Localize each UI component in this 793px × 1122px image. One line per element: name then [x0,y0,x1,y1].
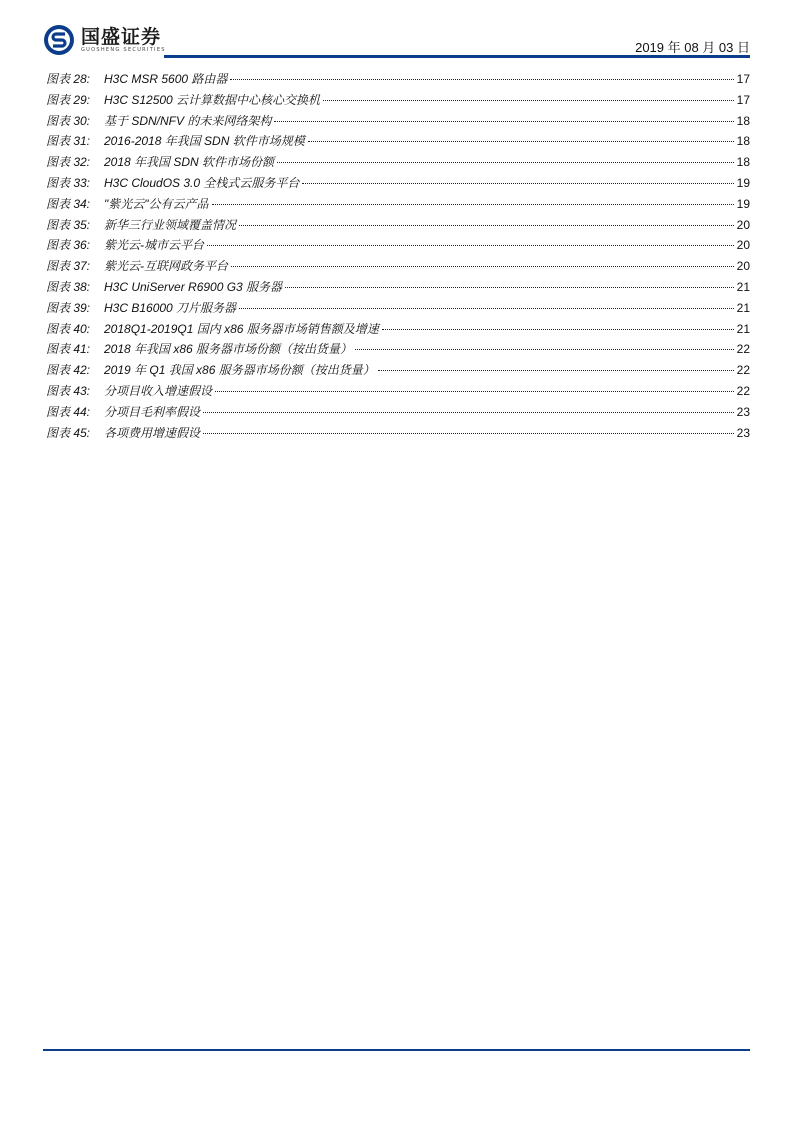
figure-title[interactable]: 分项目毛利率假设 [104,404,201,419]
figure-title[interactable]: 2016-2018 年我国 SDN 软件市场规模 [104,134,305,149]
leader-dots [378,370,734,371]
toc-entry[interactable] [46,340,750,361]
leader-dots [212,204,734,205]
leader-dots [230,79,733,80]
toc-entry[interactable] [46,112,750,133]
figure-title[interactable]: H3C CloudOS 3.0 全栈式云服务平台 [104,175,300,190]
guosheng-logo-icon [43,24,75,56]
figure-title[interactable]: H3C UniServer R6900 G3 服务器 [104,279,283,294]
page-number[interactable]: 21 [736,300,750,315]
footer-divider [43,1049,750,1051]
toc-entry[interactable] [46,216,750,237]
leader-dots [285,287,734,288]
page-number[interactable]: 18 [736,113,750,128]
page-number[interactable]: 17 [736,92,750,107]
leader-dots [215,391,734,392]
figure-title[interactable]: 2018 年我国 SDN 软件市场份额 [104,155,275,170]
page-number[interactable]: 23 [736,425,750,440]
leader-dots [203,412,734,413]
page-number[interactable]: 22 [736,342,750,357]
toc-entry[interactable] [46,91,750,112]
figure-title[interactable]: 紫光云-城市云平台 [104,238,204,253]
figure-label: 图表 39: [46,300,91,315]
figure-label: 图表 36: [46,238,91,253]
figure-title[interactable]: H3C B16000 刀片服务器 [104,300,237,315]
figure-label: 图表 29: [46,92,91,107]
page-number[interactable]: 20 [736,217,750,232]
figure-label: 图表 38: [46,279,91,294]
page-number[interactable]: 17 [736,72,750,86]
figure-label: 图表 28: [46,72,91,86]
figure-title[interactable]: 2019 年 Q1 我国 x86 服务器市场份额（按出货量） [104,363,375,378]
logo-en-text: GUOSHENG SECURITIES [81,46,166,53]
figure-label: 图表 40: [46,321,91,336]
page-number[interactable]: 20 [736,259,750,274]
leader-dots [231,266,734,267]
toc-entry[interactable] [46,70,750,91]
leader-dots [382,329,734,330]
figure-title[interactable]: H3C MSR 5600 路由器 [104,72,228,86]
toc-entry[interactable] [46,403,750,424]
figure-label: 图表 42: [46,363,91,378]
page-number[interactable]: 20 [736,238,750,253]
leader-dots [355,349,734,350]
leader-dots [323,100,734,101]
page-number[interactable]: 18 [736,155,750,170]
toc-entry[interactable] [46,278,750,299]
toc-entry[interactable] [46,257,750,278]
leader-dots [239,308,734,309]
figure-title[interactable]: 分项目收入增速假设 [104,383,213,398]
toc-entry[interactable] [46,153,750,174]
figure-title[interactable]: "紫光云"公有云产品 [104,196,209,211]
figure-label: 图表 45: [46,425,91,440]
figure-label: 图表 43: [46,383,91,398]
toc-entry[interactable] [46,361,750,382]
toc-entry[interactable] [46,236,750,257]
page-number[interactable]: 19 [736,196,750,211]
figure-title[interactable]: 基于 SDN/NFV 的未来网络架构 [104,113,272,128]
page-number[interactable]: 19 [736,175,750,190]
figure-label: 图表 44: [46,404,91,419]
toc-entry[interactable] [46,195,750,216]
figure-label: 图表 30: [46,113,91,128]
page-number[interactable]: 22 [736,363,750,378]
toc-entry[interactable] [46,382,750,403]
company-logo [43,24,166,56]
leader-dots [302,183,733,184]
toc-entry[interactable] [46,320,750,341]
toc-entry[interactable] [46,424,750,445]
figure-label: 图表 34: [46,196,91,211]
leader-dots [239,225,734,226]
header-divider [164,55,750,58]
page-number[interactable]: 22 [736,383,750,398]
figure-title[interactable]: H3C S12500 云计算数据中心核心交换机 [104,92,321,107]
page-number[interactable]: 23 [736,404,750,419]
figure-title[interactable]: 紫光云-互联网政务平台 [104,259,228,274]
figure-title[interactable]: 各项费用增速假设 [104,425,201,440]
leader-dots [277,162,734,163]
figure-label: 图表 35: [46,217,91,232]
figure-label: 图表 37: [46,259,91,274]
figure-title[interactable]: 新华三行业领域覆盖情况 [104,217,237,232]
page-number[interactable]: 21 [736,279,750,294]
figure-label: 图表 41: [46,342,91,357]
report-date: 2019 年 08 月 03 日 [635,40,750,55]
figure-title[interactable]: 2018 年我国 x86 服务器市场份额（按出货量） [104,342,353,357]
toc-entry[interactable] [46,299,750,320]
leader-dots [308,141,734,142]
toc-entry[interactable] [46,132,750,153]
figure-title[interactable]: 2018Q1-2019Q1 国内 x86 服务器市场销售额及增速 [104,321,379,336]
figure-label: 图表 32: [46,155,91,170]
leader-dots [207,245,734,246]
page-number[interactable]: 18 [736,134,750,149]
leader-dots [274,121,733,122]
leader-dots [203,433,734,434]
logo-cn-text: 国盛证券 [81,25,162,48]
figure-label: 图表 33: [46,175,91,190]
page-number[interactable]: 21 [736,321,750,336]
figure-index-list [46,70,750,444]
toc-entry[interactable] [46,174,750,195]
figure-label: 图表 31: [46,134,91,149]
